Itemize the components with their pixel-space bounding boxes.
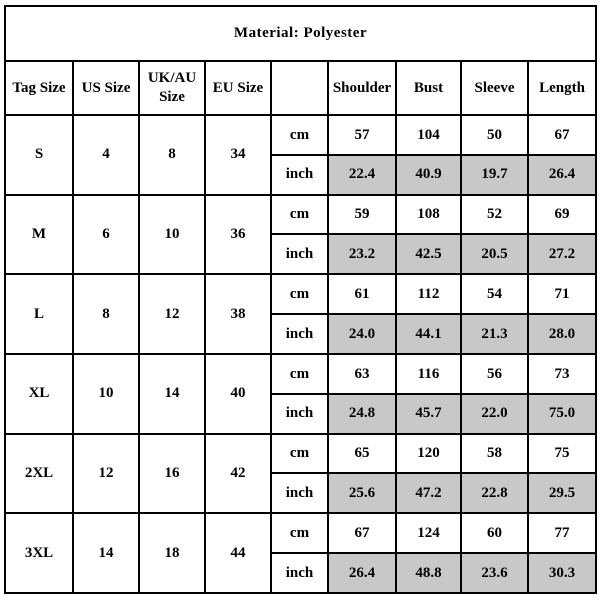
col-header-tag-size: Tag Size	[5, 61, 73, 115]
measurement-cell-inch: 24.0	[328, 314, 396, 354]
measurement-cell-cm: 56	[461, 354, 528, 394]
measurement-cell-cm: 69	[528, 195, 596, 235]
eu-size-cell: 40	[205, 354, 271, 434]
size-row-cm	[5, 354, 596, 394]
col-header-unit	[271, 61, 328, 115]
us-size-cell: 6	[73, 195, 139, 275]
measurement-cell-inch: 22.0	[461, 394, 528, 434]
measurement-cell-cm: 71	[528, 274, 596, 314]
unit-label-cm: cm	[271, 274, 328, 314]
measurement-cell-inch: 20.5	[461, 234, 528, 274]
measurement-cell-cm: 67	[528, 115, 596, 155]
size-chart-table	[4, 5, 597, 594]
unit-label-inch: inch	[271, 314, 328, 354]
measurement-cell-cm: 50	[461, 115, 528, 155]
measurement-cell-cm: 60	[461, 513, 528, 553]
eu-size-cell: 44	[205, 513, 271, 593]
unit-label-cm: cm	[271, 195, 328, 235]
measurement-cell-cm: 124	[396, 513, 461, 553]
measurement-cell-cm: 52	[461, 195, 528, 235]
unit-label-inch: inch	[271, 473, 328, 513]
us-size-cell: 12	[73, 434, 139, 514]
us-size-cell: 10	[73, 354, 139, 434]
size-row-cm	[5, 115, 596, 155]
unit-label-cm: cm	[271, 434, 328, 474]
size-table-body	[5, 115, 596, 593]
measurement-cell-inch: 44.1	[396, 314, 461, 354]
eu-size-cell: 36	[205, 195, 271, 275]
tag-size-cell: M	[5, 195, 73, 275]
measurement-cell-cm: 73	[528, 354, 596, 394]
measurement-cell-inch: 28.0	[528, 314, 596, 354]
measurement-cell-cm: 61	[328, 274, 396, 314]
tag-size-cell: L	[5, 274, 73, 354]
eu-size-cell: 34	[205, 115, 271, 195]
measurement-cell-cm: 58	[461, 434, 528, 474]
column-header-row	[5, 61, 596, 115]
eu-size-cell: 42	[205, 434, 271, 514]
tag-size-cell: XL	[5, 354, 73, 434]
title-row	[5, 6, 596, 61]
measurement-cell-cm: 67	[328, 513, 396, 553]
tag-size-cell: S	[5, 115, 73, 195]
size-row-cm	[5, 274, 596, 314]
size-row-cm	[5, 195, 596, 235]
material-title: Material: Polyester	[5, 6, 596, 61]
us-size-cell: 14	[73, 513, 139, 593]
us-size-cell: 4	[73, 115, 139, 195]
measurement-cell-cm: 112	[396, 274, 461, 314]
unit-label-inch: inch	[271, 553, 328, 593]
col-header-sleeve: Sleeve	[461, 61, 528, 115]
eu-size-cell: 38	[205, 274, 271, 354]
col-header-ukau-size: UK/AU Size	[139, 61, 205, 115]
col-header-eu-size: EU Size	[205, 61, 271, 115]
measurement-cell-cm: 63	[328, 354, 396, 394]
measurement-cell-inch: 21.3	[461, 314, 528, 354]
measurement-cell-inch: 30.3	[528, 553, 596, 593]
measurement-cell-cm: 59	[328, 195, 396, 235]
ukau-size-cell: 12	[139, 274, 205, 354]
measurement-cell-cm: 116	[396, 354, 461, 394]
unit-label-inch: inch	[271, 394, 328, 434]
unit-label-cm: cm	[271, 115, 328, 155]
measurement-cell-inch: 23.6	[461, 553, 528, 593]
measurement-cell-inch: 22.8	[461, 473, 528, 513]
measurement-cell-inch: 25.6	[328, 473, 396, 513]
unit-label-inch: inch	[271, 155, 328, 195]
col-header-length: Length	[528, 61, 596, 115]
measurement-cell-cm: 104	[396, 115, 461, 155]
measurement-cell-inch: 29.5	[528, 473, 596, 513]
tag-size-cell: 3XL	[5, 513, 73, 593]
measurement-cell-inch: 24.8	[328, 394, 396, 434]
measurement-cell-cm: 120	[396, 434, 461, 474]
measurement-cell-inch: 45.7	[396, 394, 461, 434]
measurement-cell-cm: 108	[396, 195, 461, 235]
measurement-cell-cm: 65	[328, 434, 396, 474]
measurement-cell-inch: 26.4	[328, 553, 396, 593]
tag-size-cell: 2XL	[5, 434, 73, 514]
col-header-shoulder: Shoulder	[328, 61, 396, 115]
measurement-cell-inch: 22.4	[328, 155, 396, 195]
unit-label-inch: inch	[271, 234, 328, 274]
col-header-us-size: US Size	[73, 61, 139, 115]
measurement-cell-cm: 54	[461, 274, 528, 314]
measurement-cell-inch: 26.4	[528, 155, 596, 195]
ukau-size-cell: 8	[139, 115, 205, 195]
measurement-cell-inch: 42.5	[396, 234, 461, 274]
size-row-cm	[5, 434, 596, 474]
ukau-size-cell: 18	[139, 513, 205, 593]
measurement-cell-cm: 77	[528, 513, 596, 553]
measurement-cell-inch: 75.0	[528, 394, 596, 434]
measurement-cell-inch: 40.9	[396, 155, 461, 195]
us-size-cell: 8	[73, 274, 139, 354]
measurement-cell-inch: 19.7	[461, 155, 528, 195]
col-header-bust: Bust	[396, 61, 461, 115]
size-row-cm	[5, 513, 596, 553]
measurement-cell-inch: 48.8	[396, 553, 461, 593]
unit-label-cm: cm	[271, 513, 328, 553]
ukau-size-cell: 14	[139, 354, 205, 434]
measurement-cell-inch: 27.2	[528, 234, 596, 274]
ukau-size-cell: 16	[139, 434, 205, 514]
ukau-size-cell: 10	[139, 195, 205, 275]
measurement-cell-inch: 47.2	[396, 473, 461, 513]
measurement-cell-cm: 57	[328, 115, 396, 155]
measurement-cell-inch: 23.2	[328, 234, 396, 274]
unit-label-cm: cm	[271, 354, 328, 394]
measurement-cell-cm: 75	[528, 434, 596, 474]
